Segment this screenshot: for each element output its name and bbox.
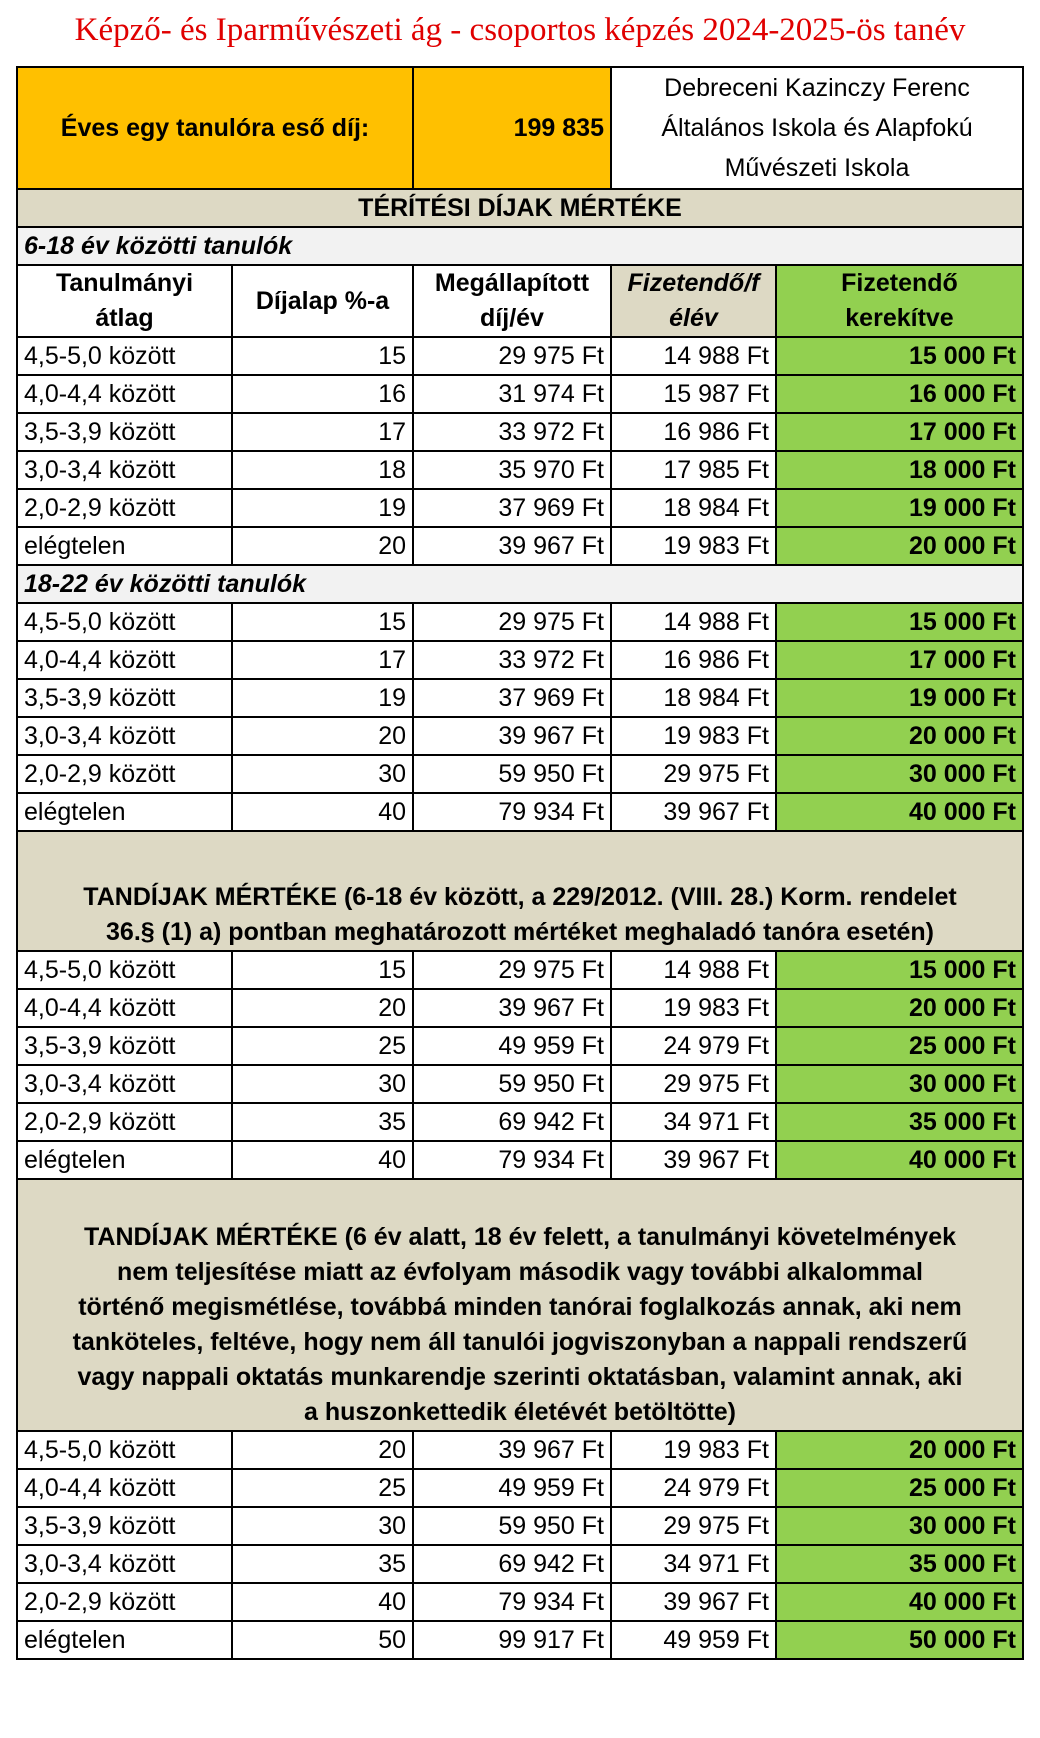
average-cell: 2,0-2,9 között [17, 489, 232, 527]
percent-cell: 20 [232, 1431, 413, 1469]
average-cell: 4,5-5,0 között [17, 951, 232, 989]
semester-fee-cell: 17 985 Ft [611, 451, 776, 489]
table-row [17, 1103, 1023, 1141]
annual-fee-cell: 39 967 Ft [413, 527, 611, 565]
rounded-fee-cell: 35 000 Ft [776, 1103, 1023, 1141]
annual-fee-cell: 33 972 Ft [413, 641, 611, 679]
rounded-fee-cell: 19 000 Ft [776, 489, 1023, 527]
rounded-fee-cell: 35 000 Ft [776, 1545, 1023, 1583]
section-title-teritesi: TÉRÍTÉSI DÍJAK MÉRTÉKE [17, 189, 1023, 227]
percent-cell: 35 [232, 1545, 413, 1583]
average-cell: 3,5-3,9 között [17, 1027, 232, 1065]
rounded-fee-cell: 15 000 Ft [776, 603, 1023, 641]
annual-fee-cell: 59 950 Ft [413, 755, 611, 793]
school-name-line: Művészeti Iskola [724, 154, 910, 182]
average-cell: elégtelen [17, 1621, 232, 1659]
annual-fee-cell: 33 972 Ft [413, 413, 611, 451]
table-row [17, 375, 1023, 413]
table-row [17, 413, 1023, 451]
percent-cell: 17 [232, 413, 413, 451]
rounded-fee-cell: 40 000 Ft [776, 1583, 1023, 1621]
average-cell: 3,5-3,9 között [17, 1507, 232, 1545]
average-cell: 4,5-5,0 között [17, 603, 232, 641]
average-cell: elégtelen [17, 1141, 232, 1179]
percent-cell: 25 [232, 1469, 413, 1507]
rounded-fee-cell: 18 000 Ft [776, 451, 1023, 489]
average-cell: 4,0-4,4 között [17, 1469, 232, 1507]
rounded-fee-cell: 25 000 Ft [776, 1027, 1023, 1065]
table-row [17, 951, 1023, 989]
average-cell: 2,0-2,9 között [17, 1583, 232, 1621]
semester-fee-cell: 39 967 Ft [611, 1583, 776, 1621]
group-label-6-18: 6-18 év közötti tanulók [17, 227, 1023, 265]
annual-fee-cell: 79 934 Ft [413, 793, 611, 831]
annual-fee-cell: 39 967 Ft [413, 989, 611, 1027]
semester-fee-cell: 34 971 Ft [611, 1545, 776, 1583]
semester-fee-cell: 29 975 Ft [611, 1507, 776, 1545]
average-cell: 3,0-3,4 között [17, 451, 232, 489]
rounded-fee-cell: 17 000 Ft [776, 641, 1023, 679]
percent-cell: 18 [232, 451, 413, 489]
annual-fee-cell: 29 975 Ft [413, 603, 611, 641]
annual-fee-cell: 99 917 Ft [413, 1621, 611, 1659]
percent-cell: 40 [232, 1583, 413, 1621]
table-row [17, 337, 1023, 375]
percent-cell: 15 [232, 603, 413, 641]
table-row [17, 1621, 1023, 1659]
semester-fee-cell: 14 988 Ft [611, 951, 776, 989]
annual-fee-cell: 59 950 Ft [413, 1065, 611, 1103]
page-title: Képző- és Iparművészeti ág - csoportos képzés 2024-2025-ös tanév [74, 12, 966, 48]
header-row [17, 67, 1023, 189]
table-row [17, 489, 1023, 527]
percent-cell: 40 [232, 793, 413, 831]
school-name-line: Általános Iskola és Alapfokú [661, 114, 973, 142]
table-row [17, 989, 1023, 1027]
annual-fee-cell: 37 969 Ft [413, 489, 611, 527]
percent-cell: 30 [232, 1065, 413, 1103]
table-row [17, 1507, 1023, 1545]
rounded-fee-cell: 25 000 Ft [776, 1469, 1023, 1507]
school-name-line: Debreceni Kazinczy Ferenc [664, 74, 970, 102]
rounded-fee-cell: 20 000 Ft [776, 527, 1023, 565]
annual-fee-cell: 79 934 Ft [413, 1583, 611, 1621]
rounded-fee-cell: 19 000 Ft [776, 679, 1023, 717]
semester-fee-cell: 49 959 Ft [611, 1621, 776, 1659]
table-row [17, 1469, 1023, 1507]
percent-cell: 16 [232, 375, 413, 413]
annual-fee-value: 199 835 [413, 67, 611, 189]
semester-fee-cell: 29 975 Ft [611, 755, 776, 793]
table-row [17, 717, 1023, 755]
semester-fee-cell: 14 988 Ft [611, 337, 776, 375]
annual-fee-cell: 49 959 Ft [413, 1469, 611, 1507]
table-row [17, 679, 1023, 717]
school-name [611, 67, 1023, 189]
percent-cell: 20 [232, 527, 413, 565]
percent-cell: 30 [232, 1507, 413, 1545]
rounded-fee-cell: 20 000 Ft [776, 1431, 1023, 1469]
table-row [17, 1065, 1023, 1103]
annual-fee-cell: 39 967 Ft [413, 717, 611, 755]
col-header-average: Tanulmányi átlag [17, 265, 232, 337]
col-header-semester: Fizetendő/f élév [611, 265, 776, 337]
semester-fee-cell: 39 967 Ft [611, 793, 776, 831]
rounded-fee-cell: 20 000 Ft [776, 717, 1023, 755]
percent-cell: 25 [232, 1027, 413, 1065]
table-row [17, 1027, 1023, 1065]
semester-fee-cell: 16 986 Ft [611, 641, 776, 679]
semester-fee-cell: 18 984 Ft [611, 679, 776, 717]
percent-cell: 50 [232, 1621, 413, 1659]
average-cell: 4,0-4,4 között [17, 375, 232, 413]
average-cell: 4,5-5,0 között [17, 337, 232, 375]
column-header-row [17, 265, 1023, 337]
percent-cell: 17 [232, 641, 413, 679]
annual-fee-cell: 79 934 Ft [413, 1141, 611, 1179]
table-row [17, 1141, 1023, 1179]
rounded-fee-cell: 15 000 Ft [776, 951, 1023, 989]
semester-fee-cell: 19 983 Ft [611, 527, 776, 565]
annual-fee-cell: 49 959 Ft [413, 1027, 611, 1065]
rounded-fee-cell: 30 000 Ft [776, 755, 1023, 793]
table-row [17, 603, 1023, 641]
col-header-annual: Megállapított díj/év [413, 265, 611, 337]
average-cell: 3,0-3,4 között [17, 1065, 232, 1103]
average-cell: elégtelen [17, 527, 232, 565]
semester-fee-cell: 39 967 Ft [611, 1141, 776, 1179]
table-row [17, 527, 1023, 565]
average-cell: 3,0-3,4 között [17, 717, 232, 755]
average-cell: 3,5-3,9 között [17, 679, 232, 717]
average-cell: elégtelen [17, 793, 232, 831]
semester-fee-cell: 19 983 Ft [611, 1431, 776, 1469]
annual-fee-cell: 29 975 Ft [413, 951, 611, 989]
average-cell: 2,0-2,9 között [17, 1103, 232, 1141]
annual-fee-cell: 69 942 Ft [413, 1103, 611, 1141]
table-row [17, 1431, 1023, 1469]
rounded-fee-cell: 15 000 Ft [776, 337, 1023, 375]
rounded-fee-cell: 20 000 Ft [776, 989, 1023, 1027]
col-header-percent: Díjalap %-a [232, 265, 413, 337]
annual-fee-cell: 69 942 Ft [413, 1545, 611, 1583]
annual-fee-cell: 29 975 Ft [413, 337, 611, 375]
semester-fee-cell: 16 986 Ft [611, 413, 776, 451]
table-row [17, 1583, 1023, 1621]
average-cell: 2,0-2,9 között [17, 755, 232, 793]
semester-fee-cell: 19 983 Ft [611, 989, 776, 1027]
semester-fee-cell: 29 975 Ft [611, 1065, 776, 1103]
table-row [17, 641, 1023, 679]
col-header-rounded: Fizetendő kerekítve [776, 265, 1023, 337]
tandij-note-2: TANDÍJAK MÉRTÉKE (6 év alatt, 18 év felett, a tanulmányi követelmények nem teljesítése miatt az évfolyam második vagy további alkalommal történő megismétlése, továbbá minden tanórai foglalkozás annak, aki nem tanköteles, feltéve, hogy nem áll tanulói jogviszonyban a nappali rendszerű vagy nappali oktatás munkarendje szerinti oktatásban, valamint annak, aki a huszonkettedik életévét betöltötte) [17, 1179, 1023, 1431]
fee-table [16, 66, 1024, 1660]
percent-cell: 19 [232, 489, 413, 527]
percent-cell: 20 [232, 989, 413, 1027]
rounded-fee-cell: 30 000 Ft [776, 1065, 1023, 1103]
annual-fee-label: Éves egy tanulóra eső díj: [17, 67, 413, 189]
table-row [17, 793, 1023, 831]
semester-fee-cell: 14 988 Ft [611, 603, 776, 641]
rounded-fee-cell: 40 000 Ft [776, 1141, 1023, 1179]
rounded-fee-cell: 40 000 Ft [776, 793, 1023, 831]
percent-cell: 40 [232, 1141, 413, 1179]
percent-cell: 19 [232, 679, 413, 717]
rounded-fee-cell: 17 000 Ft [776, 413, 1023, 451]
percent-cell: 30 [232, 755, 413, 793]
rounded-fee-cell: 30 000 Ft [776, 1507, 1023, 1545]
annual-fee-cell: 31 974 Ft [413, 375, 611, 413]
percent-cell: 15 [232, 337, 413, 375]
percent-cell: 20 [232, 717, 413, 755]
semester-fee-cell: 15 987 Ft [611, 375, 776, 413]
semester-fee-cell: 24 979 Ft [611, 1027, 776, 1065]
semester-fee-cell: 24 979 Ft [611, 1469, 776, 1507]
annual-fee-cell: 35 970 Ft [413, 451, 611, 489]
annual-fee-cell: 59 950 Ft [413, 1507, 611, 1545]
rounded-fee-cell: 16 000 Ft [776, 375, 1023, 413]
average-cell: 4,0-4,4 között [17, 641, 232, 679]
average-cell: 3,0-3,4 között [17, 1545, 232, 1583]
annual-fee-cell: 37 969 Ft [413, 679, 611, 717]
table-row [17, 451, 1023, 489]
percent-cell: 35 [232, 1103, 413, 1141]
semester-fee-cell: 18 984 Ft [611, 489, 776, 527]
average-cell: 4,5-5,0 között [17, 1431, 232, 1469]
tandij-note-1: TANDÍJAK MÉRTÉKE (6-18 év között, a 229/2012. (VIII. 28.) Korm. rendelet 36.§ (1) a) pontban meghatározott mértéket meghaladó tanóra esetén) [17, 831, 1023, 951]
semester-fee-cell: 34 971 Ft [611, 1103, 776, 1141]
average-cell: 3,5-3,9 között [17, 413, 232, 451]
group-label-18-22: 18-22 év közötti tanulók [17, 565, 1023, 603]
table-row [17, 755, 1023, 793]
annual-fee-cell: 39 967 Ft [413, 1431, 611, 1469]
table-row [17, 1545, 1023, 1583]
semester-fee-cell: 19 983 Ft [611, 717, 776, 755]
average-cell: 4,0-4,4 között [17, 989, 232, 1027]
rounded-fee-cell: 50 000 Ft [776, 1621, 1023, 1659]
percent-cell: 15 [232, 951, 413, 989]
